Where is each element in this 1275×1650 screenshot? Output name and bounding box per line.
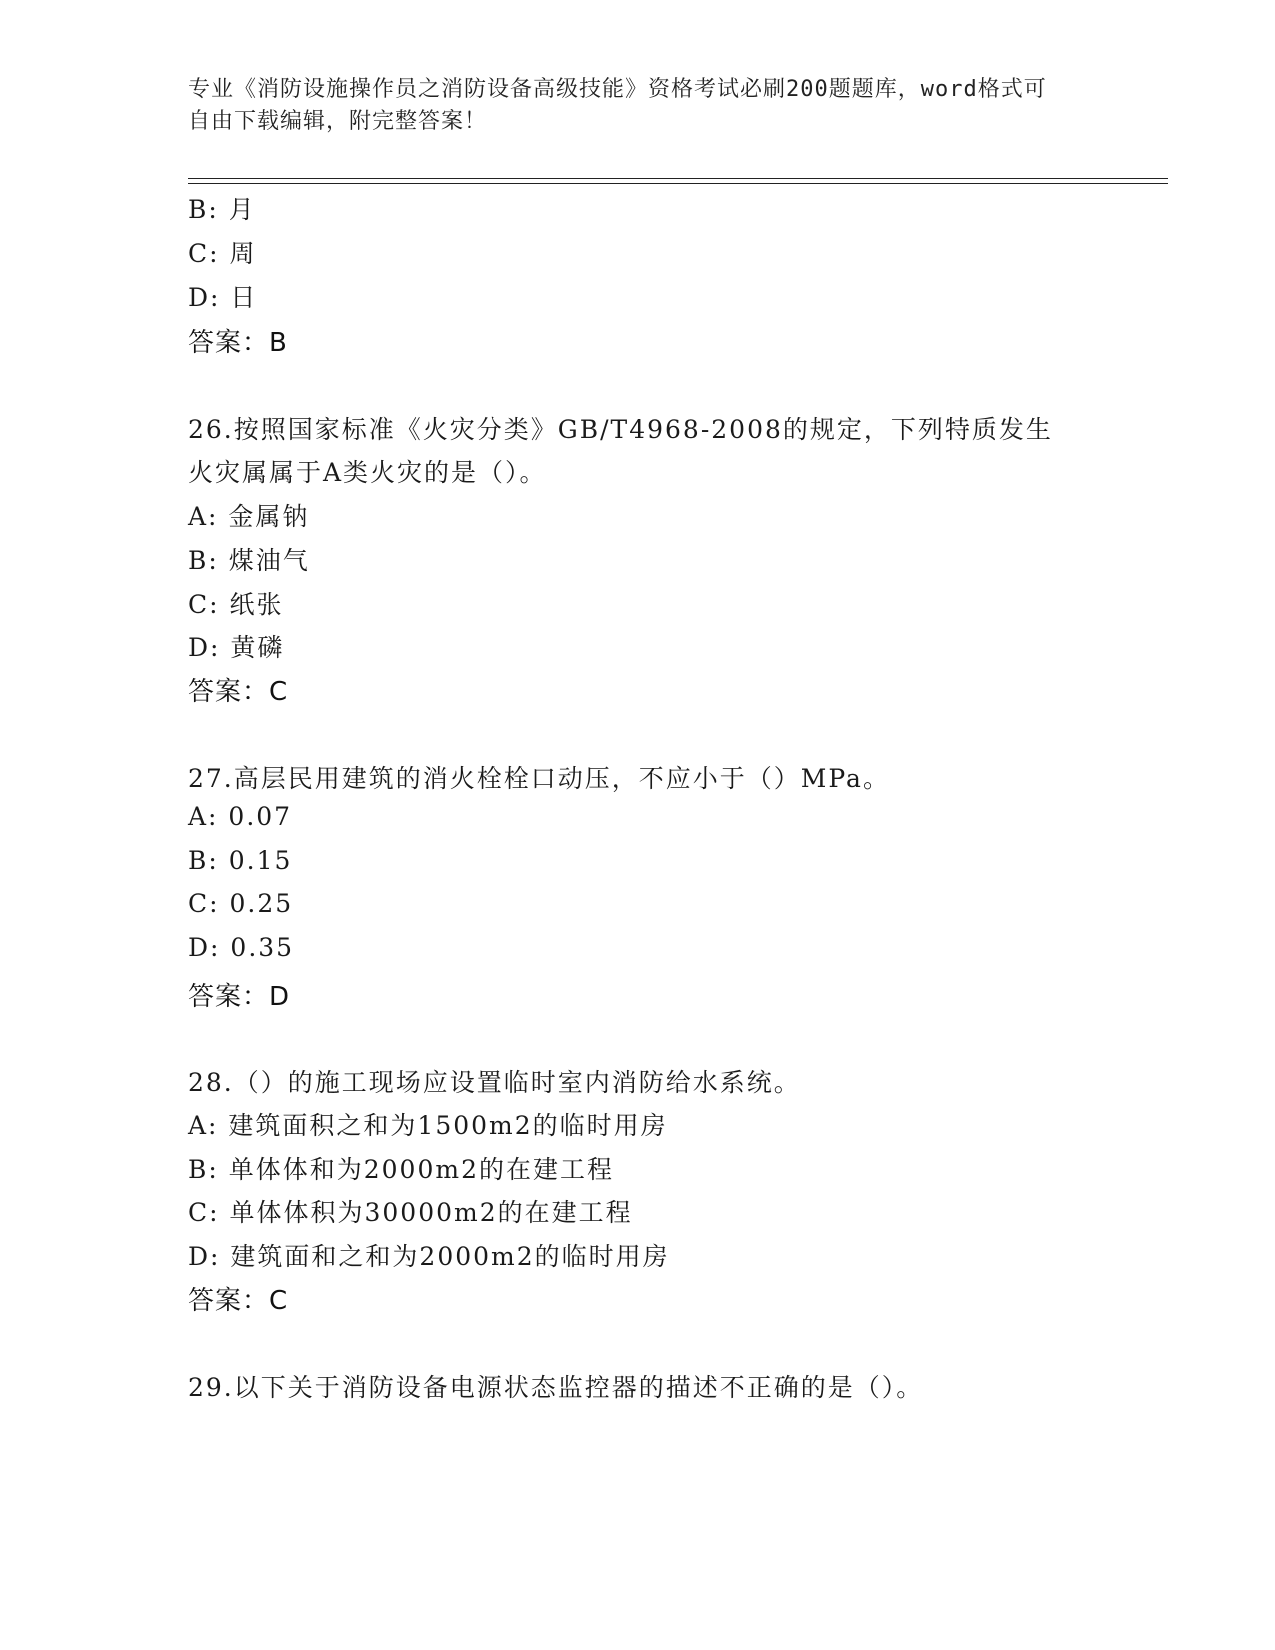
q27-stem: 27.高层民用建筑的消火栓栓口动压，不应小于（）MPa。 [188,764,890,793]
q25-option-b: B: 月 [188,195,256,224]
q28-answer: 答案：C [188,1286,289,1316]
q26-answer: 答案：C [188,677,289,707]
q28-stem: 28.（）的施工现场应设置临时室内消防给水系统。 [188,1068,801,1097]
q27-option-d: D: 0.35 [188,933,295,962]
q25-option-c: C: 周 [188,239,257,268]
q27-answer: 答案：D [188,982,291,1012]
q26-option-d: D: 黄磷 [188,633,285,662]
q26-stem-line1: 26.按照国家标准《火灾分类》GB/T4968-2008的规定，下列特质发生 [188,415,1053,444]
q28-option-a: A: 建筑面积之和为1500m2的临时用房 [188,1111,668,1140]
q26-option-b: B: 煤油气 [188,546,310,575]
q27-option-a: A: 0.07 [188,802,293,831]
q28-option-b: B: 单体体和为2000m2的在建工程 [188,1155,614,1184]
q25-answer: 答案：B [188,328,288,358]
document-header: 专业《消防设施操作员之消防设备高级技能》资格考试必刷200题题库，word格式可自由下载编辑，附完整答案！ [188,77,1047,134]
header-rule-bottom [188,183,1168,184]
q26-option-c: C: 纸张 [188,590,284,619]
q29-stem: 29.以下关于消防设备电源状态监控器的描述不正确的是（）。 [188,1373,924,1402]
q27-option-c: C: 0.25 [188,889,294,918]
q28-option-d: D: 建筑面和之和为2000m2的临时用房 [188,1242,670,1271]
q26-stem-line2: 火灾属属于A类火灾的是（）。 [188,458,547,487]
header-rule-top [188,178,1168,179]
q25-option-d: D: 日 [188,283,258,312]
q27-option-b: B: 0.15 [188,846,293,875]
q28-option-c: C: 单体体积为30000m2的在建工程 [188,1198,633,1227]
q26-option-a: A: 金属钠 [188,502,310,531]
